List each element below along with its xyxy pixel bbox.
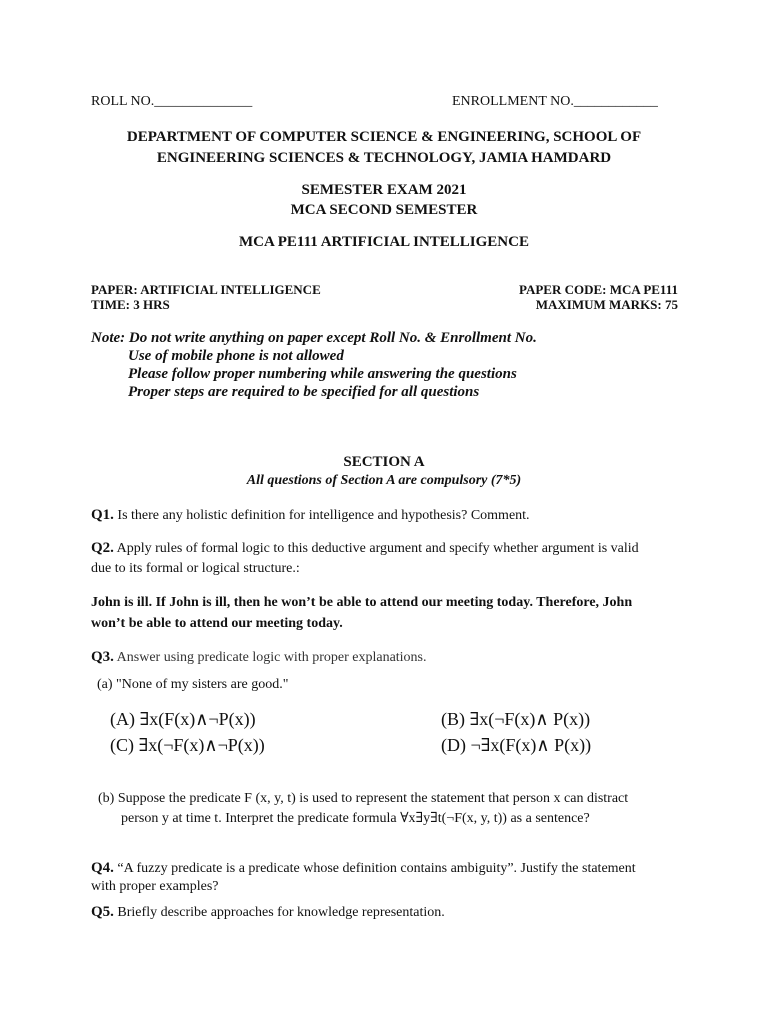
question-2-line1: [91, 540, 639, 557]
option-b-formula: (B) ∃x(¬F(x)∧ P(x)): [441, 709, 591, 729]
note-line2: Use of mobile phone is not allowed: [128, 348, 344, 364]
exam-semester: MCA SECOND SEMESTER: [290, 202, 478, 218]
question-2-text-line2: due to its formal or logical structure.:: [91, 561, 300, 576]
roll-number-field: ROLL NO.______________: [91, 94, 253, 109]
question-4-text-line1: “A fuzzy predicate is a predicate whose definition contains ambiguity”. Justify the statement: [113, 861, 636, 876]
note-line3: Please follow proper numbering while answering the questions: [128, 366, 517, 382]
question-2-argument-line1: John is ill. If John is ill, then he won’t be able to attend our meeting today. Therefore, John: [91, 595, 633, 610]
question-3b-line2: person y at time t. Interpret the predicate formula ∀x∃y∃t(¬F(x, y, t)) as a sentence?: [121, 811, 590, 826]
exam-title: SEMESTER EXAM 2021: [301, 182, 467, 198]
question-3b-line1: (b) Suppose the predicate F (x, y, t) is used to represent the statement that person x can distract: [98, 791, 629, 806]
question-1: [91, 507, 530, 524]
paper-name: PAPER: ARTIFICIAL INTELLIGENCE: [91, 282, 321, 297]
question-4-label: Q4.: [91, 860, 114, 876]
section-subtitle: All questions of Section A are compulsory (7*5): [246, 473, 522, 488]
question-3a-text: (a) "None of my sisters are good.": [97, 677, 289, 692]
note-line1: Note: Do not write anything on paper except Roll No. & Enrollment No.: [91, 330, 537, 346]
question-2-label: Q2.: [91, 540, 114, 556]
question-4-line1: [91, 860, 636, 877]
section-title: SECTION A: [343, 454, 425, 470]
course-title: MCA PE111 ARTIFICIAL INTELLIGENCE: [239, 234, 529, 250]
department-title-line2: ENGINEERING SCIENCES & TECHNOLOGY, JAMIA HAMDARD: [156, 150, 612, 166]
question-2-argument-line2: won’t be able to attend our meeting today.: [91, 616, 343, 631]
department-title-line1: DEPARTMENT OF COMPUTER SCIENCE & ENGINEERING, SCHOOL OF: [126, 129, 642, 145]
question-3: [91, 649, 427, 666]
paper-code: PAPER CODE: MCA PE111: [518, 282, 678, 297]
option-a-formula: (A) ∃x(F(x)∧¬P(x)): [110, 709, 256, 729]
option-d-formula: (D) ¬∃x(F(x)∧ P(x)): [441, 735, 592, 755]
question-1-text: Is there any holistic definition for intelligence and hypothesis? Comment.: [113, 508, 530, 523]
question-2-text-line1: Apply rules of formal logic to this deductive argument and specify whether argument is valid: [113, 541, 639, 556]
question-5: [91, 904, 445, 921]
question-1-label: Q1.: [91, 507, 114, 523]
question-3-label: Q3.: [91, 649, 114, 665]
maximum-marks: MAXIMUM MARKS: 75: [535, 297, 678, 312]
note-line4: Proper steps are required to be specified for all questions: [128, 384, 480, 400]
question-4-text-line2: with proper examples?: [91, 879, 219, 894]
paper-time: TIME: 3 HRS: [91, 297, 170, 312]
enrollment-number-field: ENROLLMENT NO.____________: [452, 94, 658, 109]
option-c-formula: (C) ∃x(¬F(x)∧¬P(x)): [110, 735, 265, 755]
question-5-text: Briefly describe approaches for knowledge representation.: [113, 905, 445, 920]
question-5-label: Q5.: [91, 904, 114, 920]
question-3-text: Answer using predicate logic with proper explanations.: [113, 650, 427, 665]
